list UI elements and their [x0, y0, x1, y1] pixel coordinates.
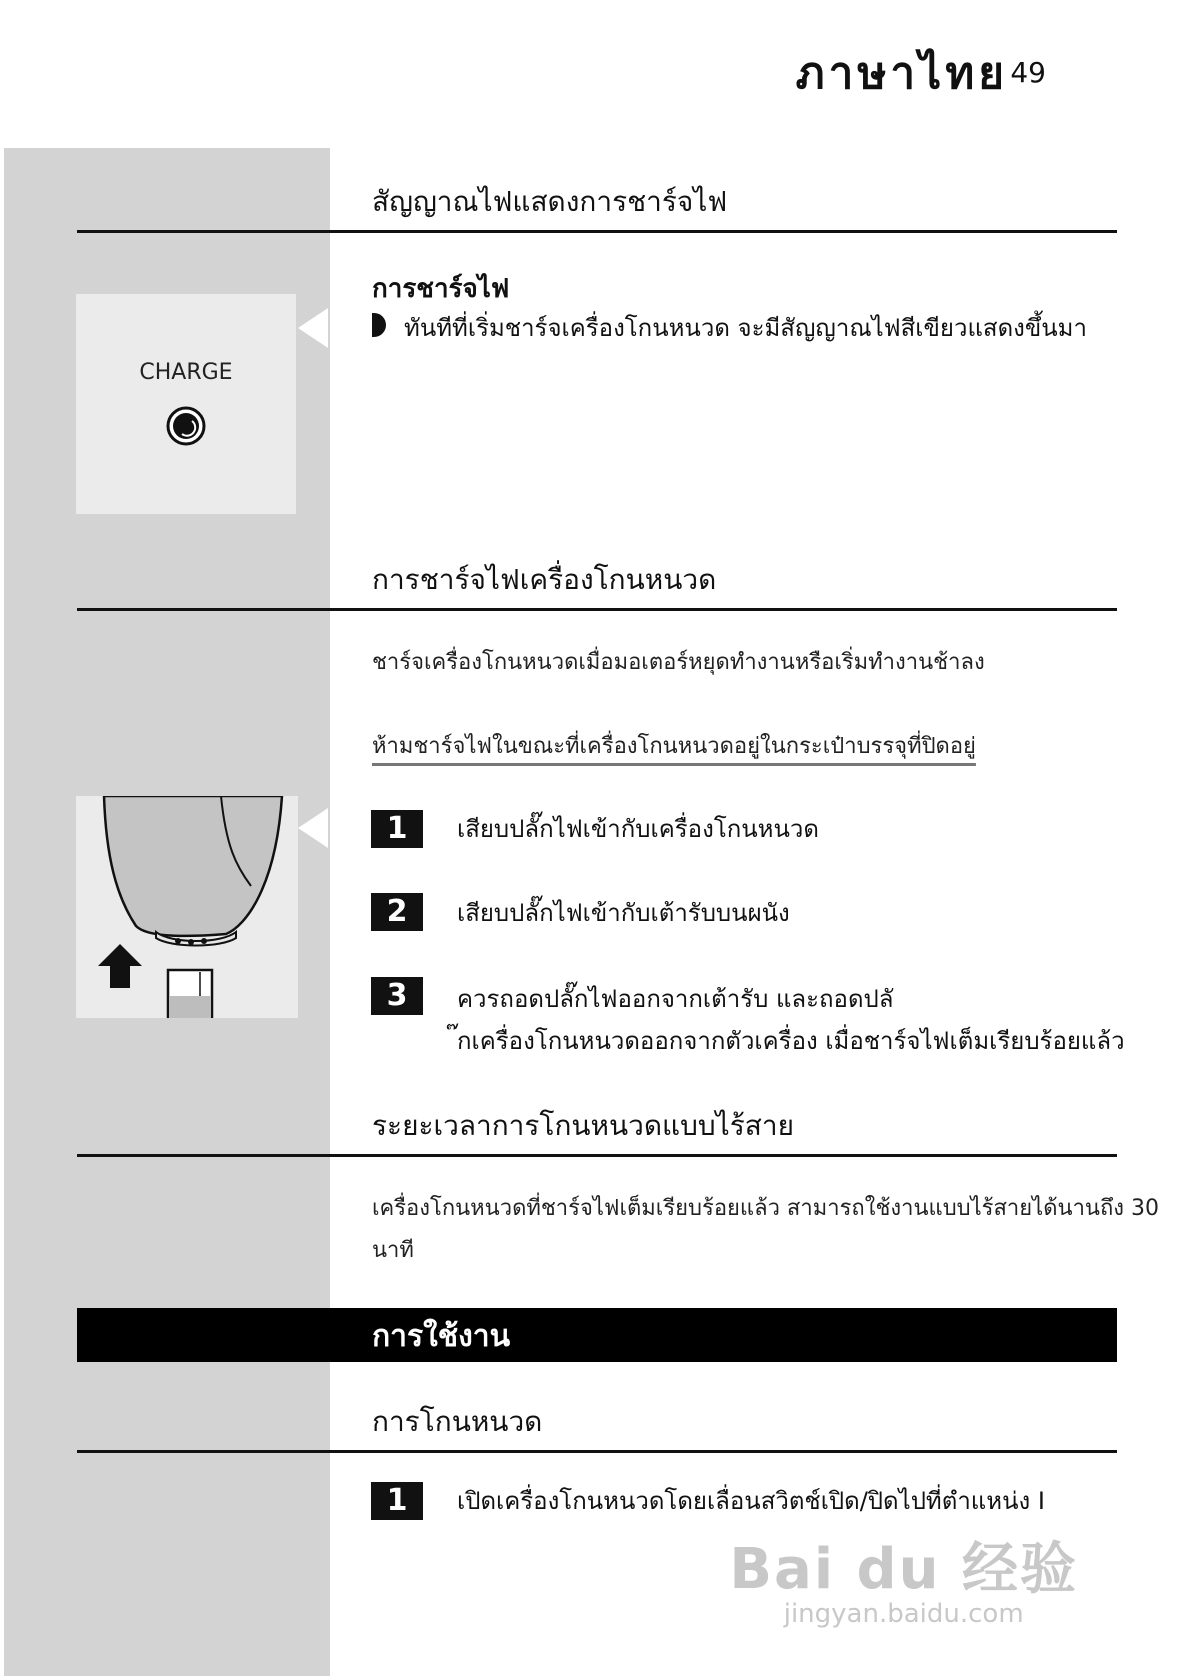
- section-title-indicator: สัญญาณไฟแสดงการชาร์จไฟ: [372, 185, 728, 218]
- section-title-cordless: ระยะเวลาการโกนหนวดแบบไร้สาย: [372, 1109, 794, 1142]
- step-text: ควรถอดปลั๊กไฟออกจากเต้ารับ และถอดปลั: [457, 985, 894, 1013]
- section-rule: [77, 1450, 1117, 1453]
- charge-label: CHARGE: [139, 360, 233, 385]
- watermark: [729, 1525, 1078, 1629]
- section-title-charging: การชาร์จไฟเครื่องโกนหนวด: [372, 563, 717, 596]
- arrow-up-icon: [98, 944, 142, 988]
- usage-header-bar: [77, 1308, 1117, 1362]
- step-badge: 1: [371, 810, 423, 848]
- charging-warning-text: ห้ามชาร์จไฟในขณะที่เครื่องโกนหนวดอยู่ในกระเป๋าบรรจุที่ปิดอยู่: [372, 734, 976, 759]
- panel-pointer: [298, 308, 328, 348]
- step-text: เสียบปลั๊กไฟเข้ากับเครื่องโกนหนวด: [457, 815, 819, 843]
- charging-intro-text: ชาร์จเครื่องโกนหนวดเมื่อมอเตอร์หยุดทำงานหรือเริ่มทำงานช้าลง: [372, 650, 985, 675]
- page-language-title: ภาษาไทย: [795, 48, 1008, 99]
- cordless-text: เครื่องโกนหนวดที่ชาร์จไฟเต็มเรียบร้อยแล้ว สามารถใช้งานแบบไร้สายได้นานถึง 30: [372, 1196, 1160, 1221]
- shaver-illustration-panel: [76, 796, 298, 1018]
- step-badge: 3: [371, 977, 423, 1015]
- panel-pointer: [298, 808, 328, 848]
- step-badge: 1: [371, 1482, 423, 1520]
- usage-header-title: การใช้งาน: [372, 1319, 511, 1354]
- step-text-continued: ๊กเครื่องโกนหนวดออกจากตัวเครื่อง เมื่อชาร์จไฟเต็มเรียบร้อยแล้ว: [457, 1027, 1125, 1055]
- step-text: เสียบปลั๊กไฟเข้ากับเต้ารับบนผนัง: [457, 899, 790, 927]
- watermark-url: jingyan.baidu.com: [783, 1599, 1024, 1629]
- section-rule: [77, 1154, 1117, 1157]
- watermark-brand: Bai du 经验: [729, 1537, 1078, 1602]
- charge-led-icon: [166, 406, 206, 446]
- section-rule: [77, 608, 1117, 611]
- section-rule: [77, 230, 1117, 233]
- half-circle-bullet-icon: [372, 313, 386, 337]
- indicator-bullet-text: ทันทีที่เริ่มชาร์จเครื่องโกนหนวด จะมีสัญญาณไฟสีเขียวแสดงขึ้นมา: [404, 314, 1087, 342]
- step-badge: 2: [371, 893, 423, 931]
- page-number: 49: [1010, 56, 1046, 89]
- section-title-shaving: การโกนหนวด: [372, 1405, 543, 1438]
- step-text: เปิดเครื่องโกนหนวดโดยเลื่อนสวิตช์เปิด/ปิดไปที่ตำแหน่ง I: [457, 1487, 1045, 1515]
- subtitle-charging-indicator: การชาร์จไฟ: [372, 274, 510, 304]
- charge-indicator-panel: [76, 294, 296, 514]
- cordless-text-continued: นาที: [372, 1238, 414, 1263]
